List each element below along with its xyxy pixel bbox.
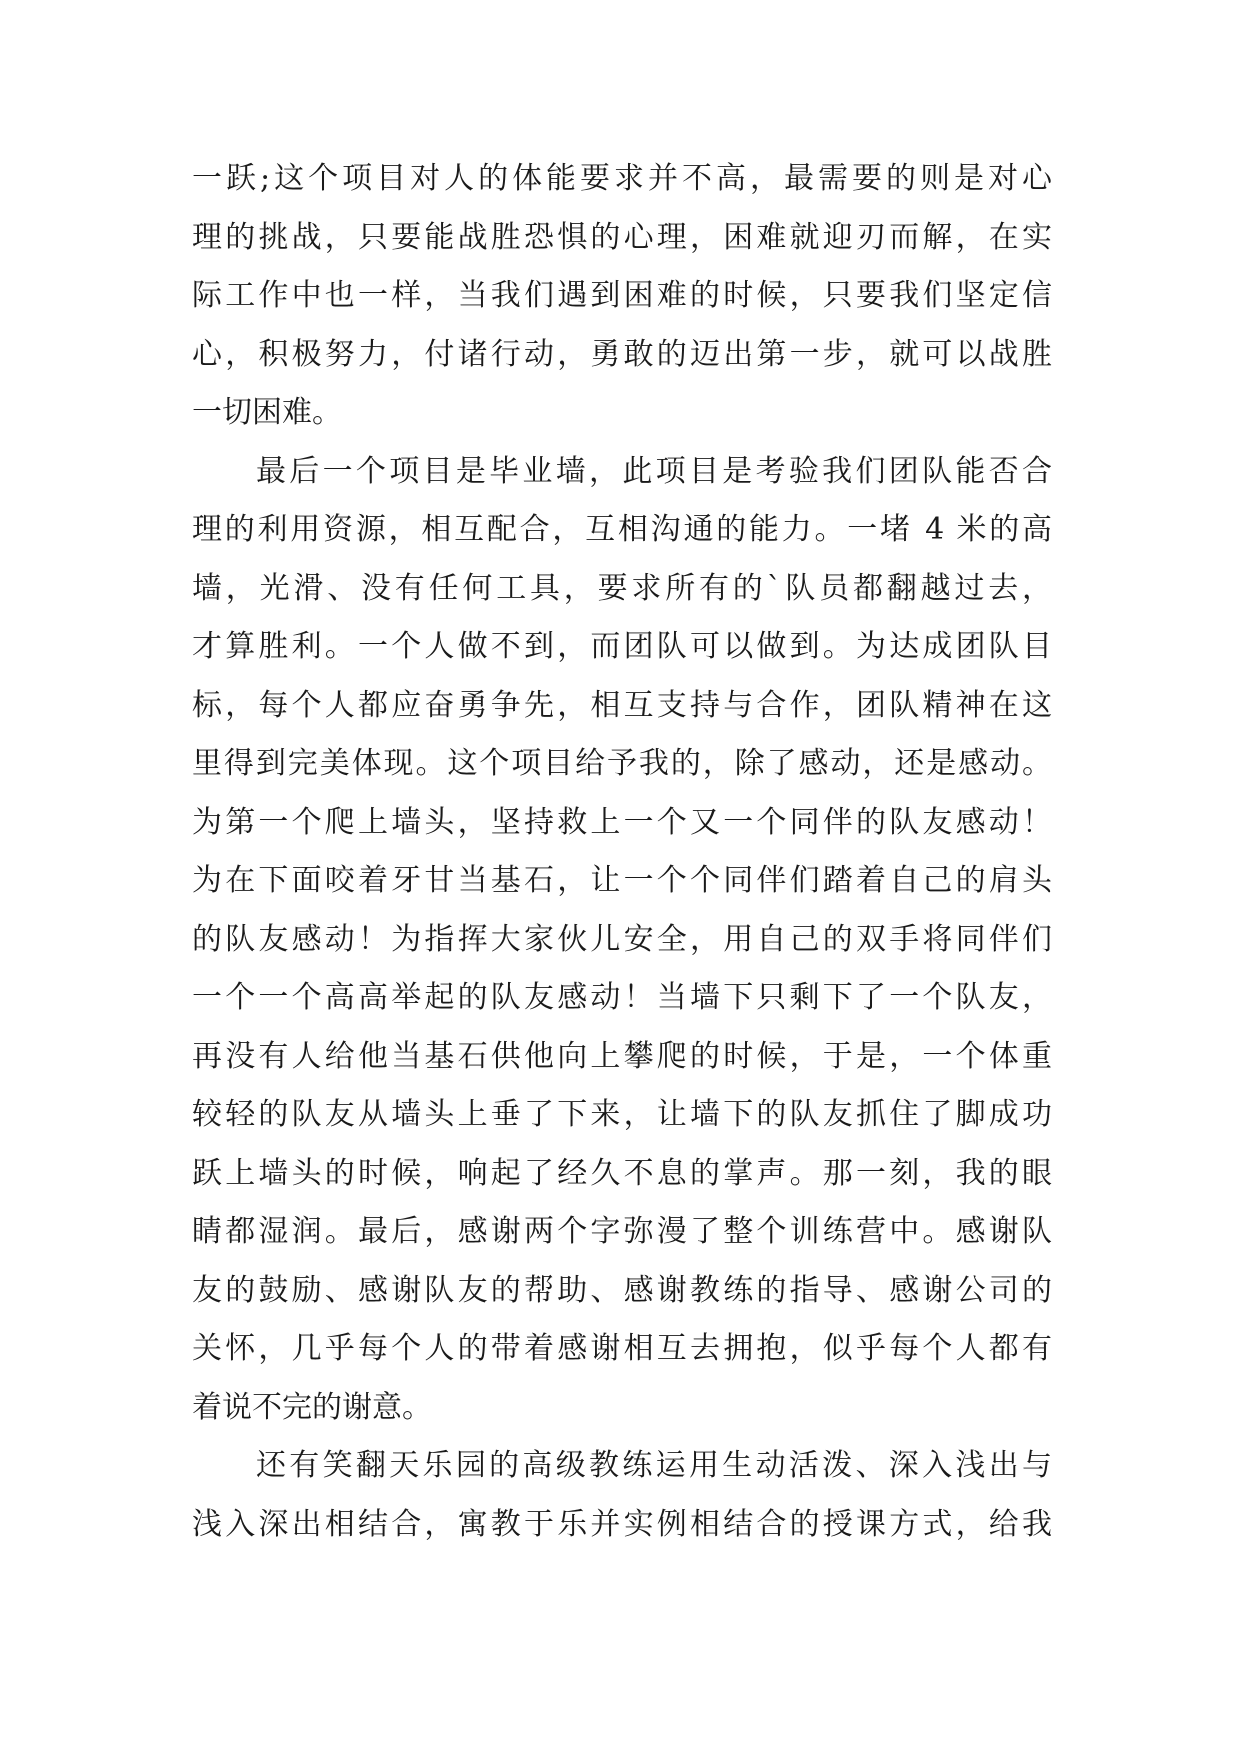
text-line: 着说不完的谢意。 (192, 1389, 432, 1425)
text-line: 墙，光滑、没有任何工具，要求所有的`队员都翻越过去， (192, 570, 1052, 606)
text-line: 理的利用资源，相互配合，互相沟通的能力。一堵 4 米的高 (192, 512, 1052, 547)
text-line: 浅入深出相结合，寓教于乐并实例相结合的授课方式，给我 (192, 1506, 1052, 1542)
text-line: 里得到完美体现。这个项目给予我的，除了感动，还是感动。 (192, 746, 1052, 781)
text-line: 关怀，几乎每个人的带着感谢相互去拥抱，似乎每个人都有 (192, 1331, 1052, 1366)
text-line: 心，积极努力，付诸行动，勇敢的迈出第一步，就可以战胜 (192, 336, 1052, 372)
text-line: 一个一个高高举起的队友感动！当墙下只剩下了一个队友， (192, 980, 1052, 1015)
paragraph-first-line: 还有笑翻天乐园的高级教练运用生动活泼、深入浅出与 (256, 1448, 1052, 1483)
text-line: 一切困难。 (192, 395, 342, 430)
text-line: 一跃;这个项目对人的体能要求并不高，最需要的则是对心 (192, 161, 1052, 196)
text-line: 跃上墙头的时候，响起了经久不息的掌声。那一刻，我的眼 (192, 1155, 1052, 1191)
text-line: 标，每个人都应奋勇争先，相互支持与合作，团队精神在这 (192, 687, 1052, 723)
paragraph-first-line: 最后一个项目是毕业墙，此项目是考验我们团队能否合 (256, 453, 1052, 489)
text-line: 才算胜利。一个人做不到，而团队可以做到。为达成团队目 (192, 629, 1052, 664)
document-body (192, 150, 1052, 1554)
text-line: 再没有人给他当基石供他向上攀爬的时候，于是，一个体重 (192, 1038, 1052, 1074)
text-line: 理的挑战，只要能战胜恐惧的心理，困难就迎刃而解，在实 (192, 219, 1052, 255)
text-line: 睛都湿润。最后，感谢两个字弥漫了整个训练营中。感谢队 (192, 1214, 1052, 1249)
text-line: 为第一个爬上墙头，坚持救上一个又一个同伴的队友感动！ (192, 804, 1052, 840)
text-line: 为在下面咬着牙甘当基石，让一个个同伴们踏着自己的肩头 (192, 863, 1052, 898)
text-line: 友的鼓励、感谢队友的帮助、感谢教练的指导、感谢公司的 (192, 1272, 1052, 1308)
text-line: 际工作中也一样，当我们遇到困难的时候，只要我们坚定信 (192, 278, 1052, 313)
text-line: 的队友感动！为指挥大家伙儿安全，用自己的双手将同伴们 (192, 921, 1052, 957)
text-line: 较轻的队友从墙头上垂了下来，让墙下的队友抓住了脚成功 (192, 1097, 1052, 1132)
